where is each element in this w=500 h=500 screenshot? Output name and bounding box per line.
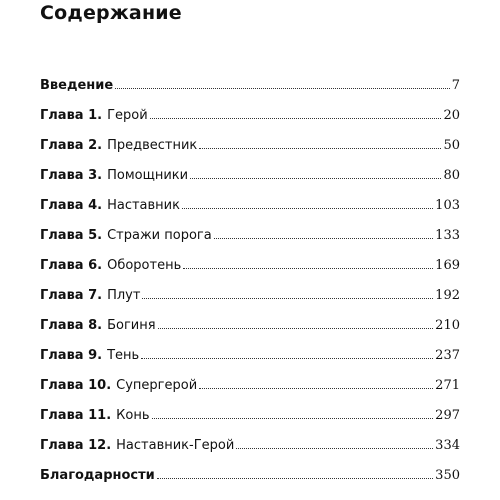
dot-leader xyxy=(115,87,450,89)
chapter-number: Глава 3. xyxy=(40,168,103,183)
toc-entry-chapter-11[interactable] xyxy=(40,408,460,438)
chapter-name: Наставник xyxy=(107,198,180,213)
table-of-contents xyxy=(40,78,460,498)
chapter-number: Глава 7. xyxy=(40,288,103,303)
chapter-number: Глава 2. xyxy=(40,138,103,153)
chapter-name: Оборотень xyxy=(107,258,182,273)
toc-entry-chapter-9[interactable] xyxy=(40,348,460,378)
toc-entry-chapter-2[interactable] xyxy=(40,138,460,168)
chapter-name: Герой xyxy=(107,108,148,123)
toc-entry-label: Благодарности xyxy=(40,468,155,483)
dot-leader xyxy=(190,177,441,179)
dot-leader xyxy=(236,447,433,449)
toc-entry-chapter-8[interactable] xyxy=(40,318,460,348)
toc-entry-intro[interactable] xyxy=(40,78,460,108)
toc-entry-chapter-12[interactable] xyxy=(40,438,460,468)
dot-leader xyxy=(141,357,433,359)
dot-leader xyxy=(214,237,433,239)
chapter-name: Плут xyxy=(107,288,141,303)
chapter-name: Богиня xyxy=(107,318,156,333)
dot-leader xyxy=(142,297,433,299)
page-title: Содержание xyxy=(40,2,182,24)
chapter-number: Глава 9. xyxy=(40,348,103,363)
chapter-number: Глава 4. xyxy=(40,198,103,213)
toc-entry-chapter-6[interactable] xyxy=(40,258,460,288)
dot-leader xyxy=(150,117,442,119)
chapter-name: Предвестник xyxy=(107,138,198,153)
chapter-number: Глава 12. xyxy=(40,438,112,453)
toc-entry-chapter-7[interactable] xyxy=(40,288,460,318)
toc-entry-chapter-3[interactable] xyxy=(40,168,460,198)
toc-entry-chapter-5[interactable] xyxy=(40,228,460,258)
dot-leader xyxy=(199,147,441,149)
toc-entry-chapter-10[interactable] xyxy=(40,378,460,408)
toc-page-number: 103 xyxy=(435,198,460,213)
toc-page-number: 20 xyxy=(443,108,460,123)
chapter-name: Тень xyxy=(107,348,140,363)
toc-page-number: 271 xyxy=(435,378,460,393)
chapter-name: Супергерой xyxy=(116,378,198,393)
dot-leader xyxy=(157,477,433,479)
toc-page-number: 192 xyxy=(435,288,460,303)
chapter-name: Помощники xyxy=(107,168,189,183)
toc-page-number: 297 xyxy=(435,408,460,423)
toc-entry-chapter-4[interactable] xyxy=(40,198,460,228)
dot-leader xyxy=(199,387,433,389)
toc-page-number: 334 xyxy=(435,438,460,453)
chapter-name: Конь xyxy=(116,408,150,423)
dot-leader xyxy=(158,327,434,329)
chapter-name: Наставник-Герой xyxy=(116,438,235,453)
toc-page-number: 133 xyxy=(435,228,460,243)
chapter-number: Глава 6. xyxy=(40,258,103,273)
toc-page-number: 7 xyxy=(451,78,460,93)
toc-page-number: 169 xyxy=(435,258,460,273)
dot-leader xyxy=(183,267,433,269)
chapter-number: Глава 8. xyxy=(40,318,103,333)
chapter-number: Глава 10. xyxy=(40,378,112,393)
toc-page-number: 350 xyxy=(435,468,460,483)
toc-page-number: 50 xyxy=(443,138,460,153)
chapter-name: Стражи порога xyxy=(107,228,212,243)
toc-entry-label: Введение xyxy=(40,78,114,93)
chapter-number: Глава 5. xyxy=(40,228,103,243)
toc-entry-acknowledgements[interactable] xyxy=(40,468,460,498)
chapter-number: Глава 1. xyxy=(40,108,103,123)
toc-page-number: 210 xyxy=(435,318,460,333)
chapter-number: Глава 11. xyxy=(40,408,112,423)
dot-leader xyxy=(152,417,434,419)
toc-entry-chapter-1[interactable] xyxy=(40,108,460,138)
toc-page-number: 237 xyxy=(435,348,460,363)
toc-page-number: 80 xyxy=(443,168,460,183)
dot-leader xyxy=(182,207,433,209)
